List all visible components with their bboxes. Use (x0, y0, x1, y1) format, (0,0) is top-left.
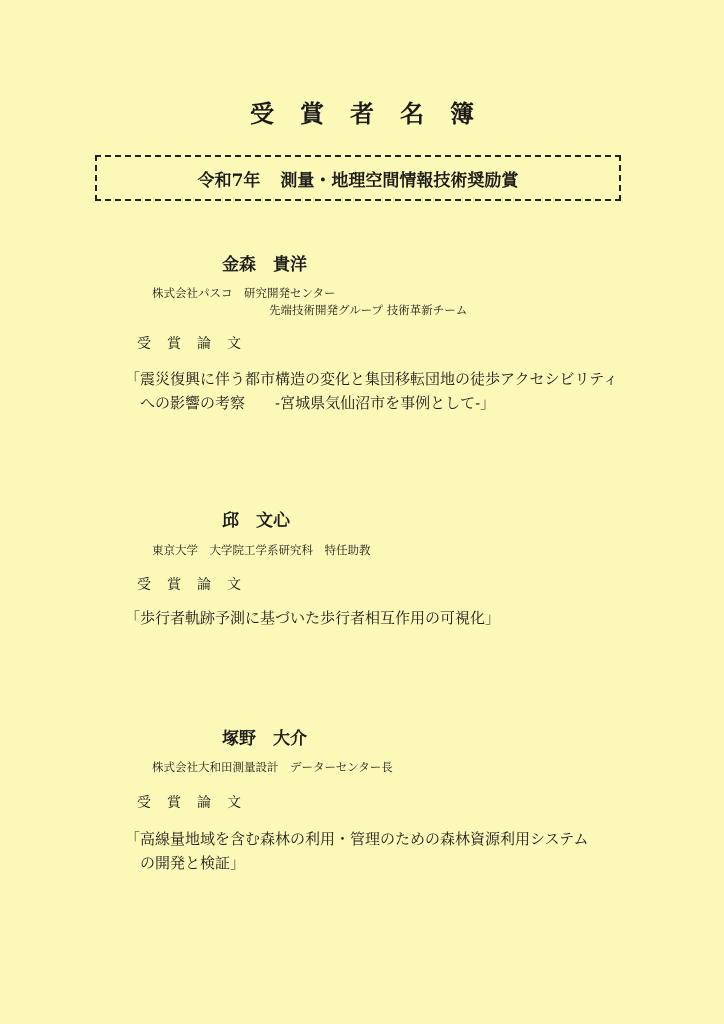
document-title: 受賞者名簿 (250, 99, 500, 128)
award-title-box (95, 155, 621, 201)
paper-title: 「震災復興に伴う都市構造の変化と集団移転団地の徒歩アクセシビリティ (125, 370, 619, 388)
paper-title: 「歩行者軌跡予測に基づいた歩行者相互作用の可視化」 (125, 609, 501, 627)
recipient-affiliation: 東京大学 大学院工学系研究科 特任助教 (152, 543, 371, 557)
award-name: 測量・地理空間情報技術奨励賞 (280, 170, 519, 191)
section-label: 受賞論文 (137, 336, 257, 352)
section-label: 受賞論文 (137, 577, 257, 593)
recipient-affiliation: 株式会社大和田測量設計 データーセンター長 (152, 760, 393, 774)
paper-title: 「高線量地域を含む森林の利用・管理のための森林資源利用システム (125, 830, 589, 848)
paper-title: への影響の考察 -宮城県気仙沼市を事例として-」 (140, 394, 496, 412)
paper-title: の開発と検証」 (140, 854, 246, 872)
recipient-name: 塚野 大介 (222, 729, 307, 749)
section-label: 受賞論文 (137, 795, 257, 811)
recipient-name: 邱 文心 (222, 511, 290, 531)
recipient-name: 金森 貴洋 (222, 255, 307, 275)
award-year: 令和7年 (197, 170, 261, 191)
recipient-affiliation: 株式会社パスコ 研究開発センター (152, 286, 336, 300)
recipient-affiliation: 先端技術開発グループ 技術革新チーム (269, 303, 468, 317)
